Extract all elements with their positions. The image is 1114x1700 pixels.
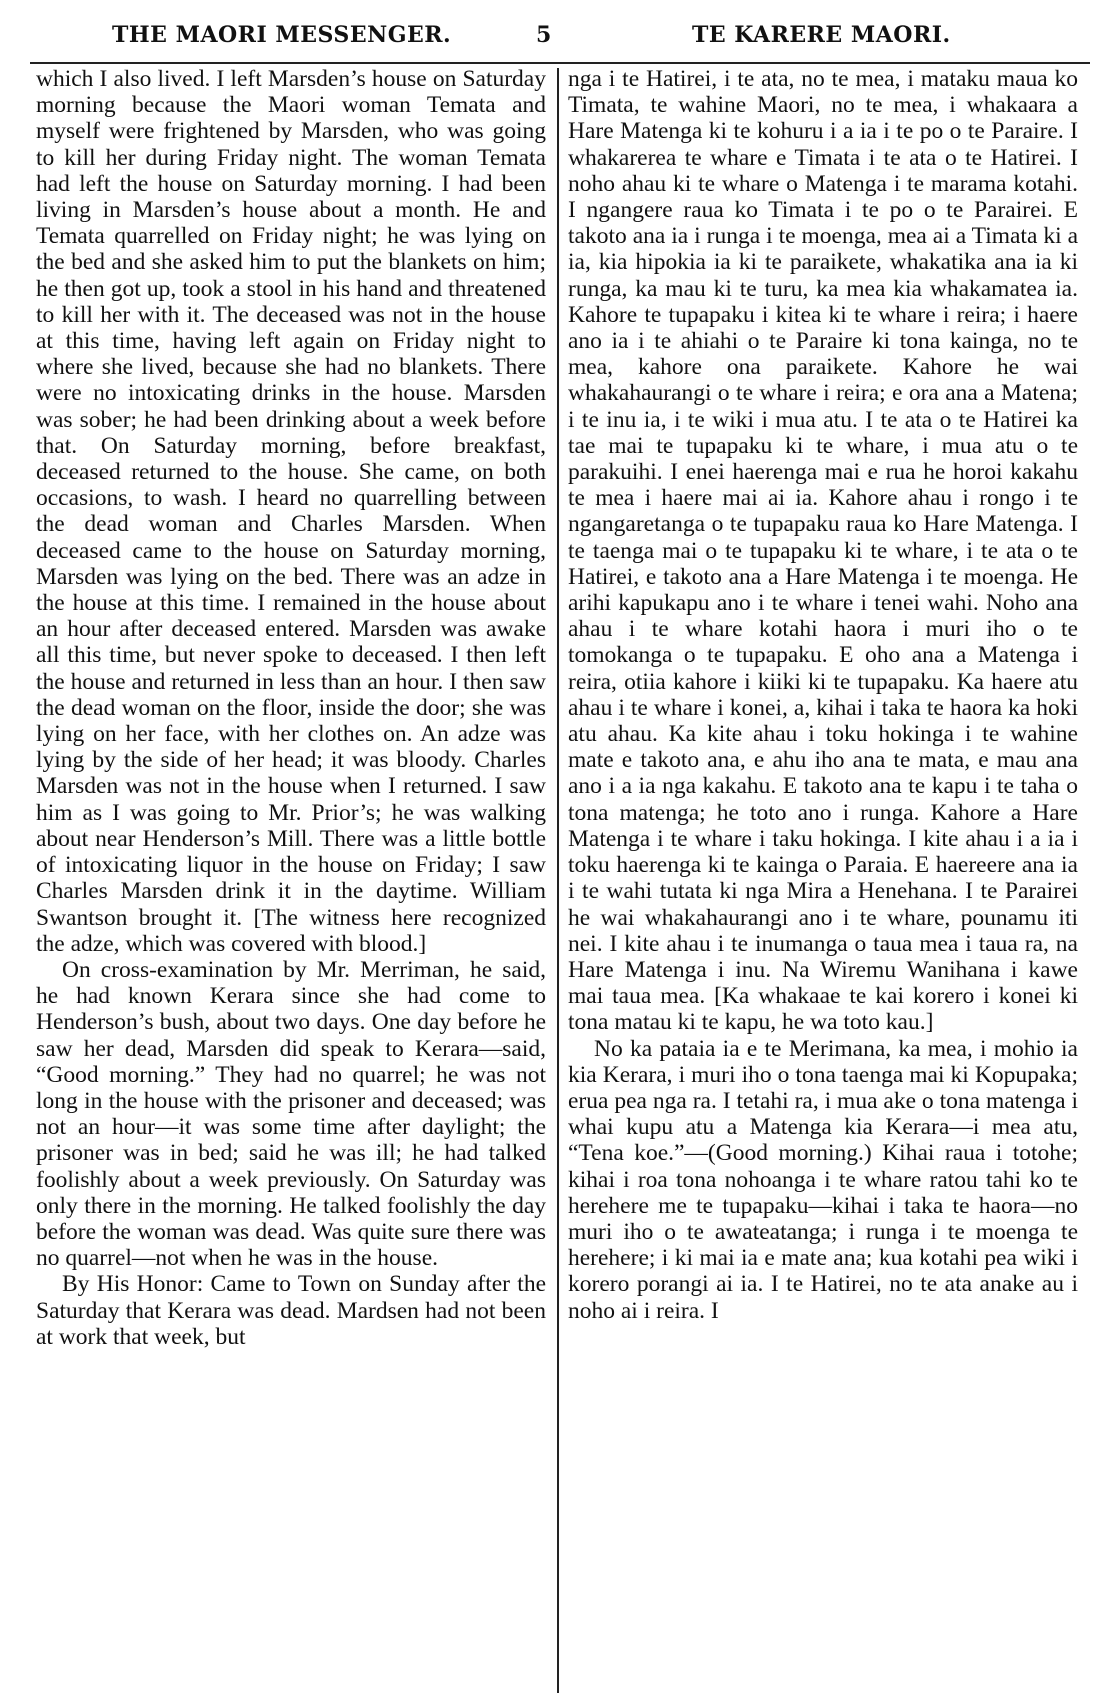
english-paragraph-testimony: which I also lived. I left Marsden’s house on Saturday morning because the Maori woman Temata and myself were frightened by Marsden, who was going to kill her during Friday night. The woman Temata had left the house on Saturday morning. I had been living in Marsden’s house about a month. He and Temata quarrelled on Friday night; he was lying on the bed and she asked him to put the blankets on him; he then got up, took a stool in his hand and threatened to kill her with it. The deceased was not in the house at this time, having left again on Friday night to where she lived, because she had no blankets. There were no intoxicating drinks in the house. Marsden was sober; he had been drinking about a week before that. On Saturday morning, before breakfast, deceased returned to the house. She came, on both occasions, to wash. I heard no quarrelling between the dead woman and Charles Marsden. When deceased came to the house on Saturday morning, Marsden was lying on the bed. There was an adze in the house at this time. I remained in the house about an hour after deceased entered. Marsden was awake all this time, but never spoke to deceased. I then left the house and returned in less than an hour. I then saw the dead woman on the floor, inside the door; she was lying on her face, with her clothes on. An adze was lying by the side of her head; it was bloody. Charles Marsden was not in the house when I returned. I saw him as I was going to Mr. Prior’s; he was walking about near Henderson’s Mill. There was a little bottle of intoxicating liquor in the house on Friday; I saw Charles Marsden drink it in the daytime. William Swantson brought it. [The witness here recognized the adze, which was covered with blood.] [36, 66, 546, 957]
maori-title: TE KARERE MAORI. [692, 22, 951, 48]
page-number: 5 [536, 22, 552, 48]
english-paragraph-by-his-honor: By His Honor: Came to Town on Sunday after the Saturday that Kerara was dead. Mardsen had not been at work that week, but [36, 1271, 546, 1350]
column-divider [557, 68, 559, 1693]
header-rule [30, 62, 1090, 64]
maori-paragraph-testimony: nga i te Hatirei, i te ata, no te mea, i mataku maua ko Timata, te wahine Maori, no te mea, i whakaara a Hare Matenga ki te kohuru i a ia i te po o te Paraire. I whakarerea te whare e Timata i te ata o te Hatirei. I noho ahau ki te whare o Matenga i te marama kotahi. I ngangere raua ko Timata i te po o te Parairei. E takoto ana ia i runga i te moenga, mea ai a Timata ki a ia, kia hipokia ia ki te paraikete, whakatika ana ia ki runga, ka mau ki te turu, ka mea kia whakamatea ia. Kahore te tupapaku i kitea ki te whare i reira; i haere ano ia i te ahiahi o te Paraire ki tona kainga, no te mea, kahore ona paraikete. Kahore he wai whakahaurangi o te whare i reira; e ora ana a Matena; i te inu ia, i te wiki i mua atu. I te ata o te Hatirei ka tae mai te tupapaku ki te whare, i mua atu o te parakuihi. I enei haerenga mai e rua he horoi kakahu te mea i haere mai ai ia. Kahore ahau i rongo i te ngangaretanga o te tupapaku raua ko Hare Matenga. I te taenga mai o te tupapaku ki te whare, i te ata o te Hatirei, e takoto ana a Hare Matenga i te moenga. He arihi kapukapu ano i te whare i tenei wahi. Noho ana ahau i te whare kotahi haora i muri iho o te tomokanga o te tupapaku. E oho ana a Matenga i reira, otiia kahore i kiiki ki te tupapaku. Ka haere atu ahau i te whare i konei, a, kihai i taka te haora ka hoki atu ahau. Ka kite ahau i toku hokinga i te wahine mate e takoto ana, e ahu iho ana te mata, e mau ana ano i a ia nga kakahu. E takoto ana te kapu i te taha o tona matenga; he toto ano i runga. Kahore a Hare Matenga i te whare i taku hokinga. I kite ahau i a ia i toku haerenga ki te kainga o Paraia. E haereere ana ia i te wahi tutata ki nga Mira a Henehana. I te Parairei he wai whakahaurangi ano i te whare, pounamu iti nei. I kite ahau i te inumanga o taua mea i taua ra, na Hare Matenga i inu. Na Wiremu Wanihana i kawe mai taua mea. [Ka whakaae te kai korero i konei ki tona matau ki te kapu, he wa toto kau.] [568, 66, 1078, 1036]
english-column [36, 66, 546, 1350]
page-header [0, 22, 1114, 52]
maori-paragraph-cross-examination: No ka pataia ia e te Merimana, ka mea, i mohio ia kia Kerara, i muri iho o tona taenga mai ki Kopupaka; erua pea nga ra. I tetahi ra, i mua ake o tona matenga i whai kupu atu a Matenga kia Kerara—i mea atu, “Tena koe.”—(Good morning.) Kihai raua i totohe; kihai i roa tona nohoanga i te whare ratou tahi ko te herehere me te tupapaku—kihai i taka te haora—no muri iho o te awateatanga; i runga i te moenga te herehere; i ki mai ia e mate ana; kua kotahi pea wiki i korero porangi ai ia. I te Hatirei, no te ata anake au i noho ai i reira. I [568, 1035, 1078, 1324]
english-paragraph-cross-examination: On cross-examination by Mr. Merriman, he said, he had known Kerara since she had come to Henderson’s bush, about two days. One day before he saw her dead, Marsden did speak to Kerara—said, “Good morning.” They had no quarrel; he was not long in the house with the prisoner and deceased; was not an hour—it was some time after daylight; the prisoner was in bed; said he was ill; he had talked foolishly about a week previously. On Saturday was only there in the morning. He talked foolishly the day before the woman was dead. Was quite sure there was no quarrel—not when he was in the house. [36, 956, 546, 1272]
maori-column [568, 66, 1078, 1324]
english-title: THE MAORI MESSENGER. [112, 22, 452, 48]
